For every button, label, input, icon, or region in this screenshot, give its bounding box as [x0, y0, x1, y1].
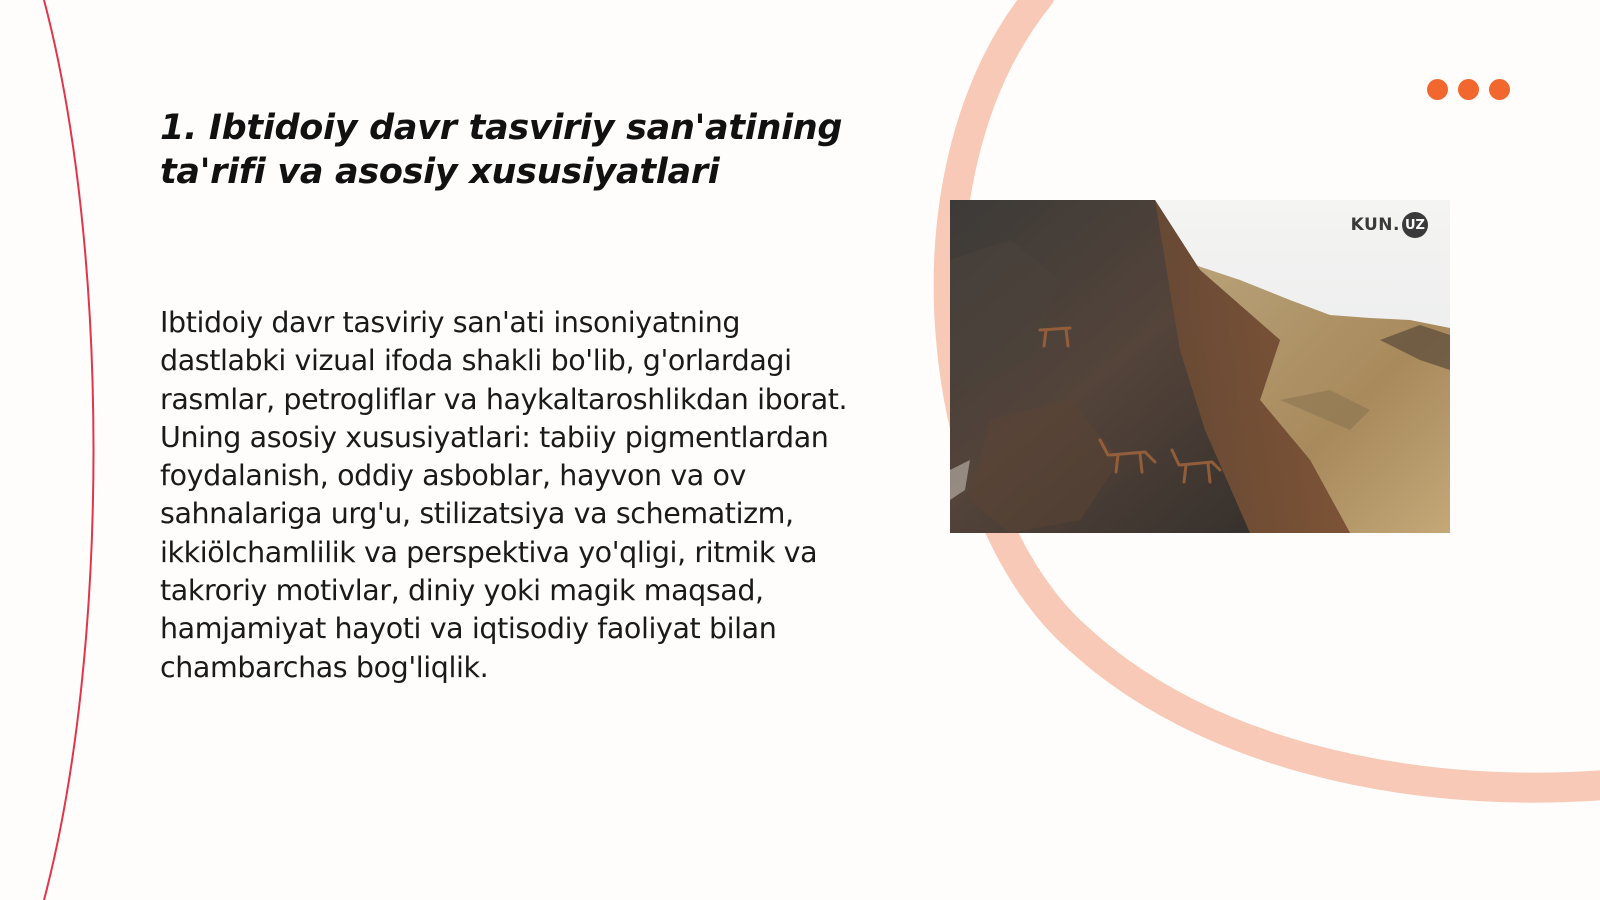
- slide-title: 1. Ibtidoiy davr tasviriy san'atining ta'rifi va asosiy xususiyatlari: [160, 108, 843, 192]
- petroglyph-illustration: [950, 200, 1450, 533]
- dot: [1427, 79, 1448, 100]
- more-dots-icon: [1427, 79, 1510, 100]
- slide-body-text: Ibtidoiy davr tasviriy san'ati insoniyatning dastlabki vizual ifoda shakli bo'lib, g'orlardagi rasmlar, petrogliflar va haykaltaroshlikdan iborat. Uning asosiy xususiyatlari: tabiiy pigmentlardan foydalanish, oddiy asboblar, hayvon va ov sahnalariga urg'u, stilizatsiya va schematizm, ikkiölchamlilik va perspektiva yo'qligi, ritmik va takroriy motivlar, diniy yoki magik maqsad, hamjamiyat hayoti va iqtisodiy faoliyat bilan chambarchas bog'liqlik.: [160, 306, 848, 684]
- dot: [1458, 79, 1479, 100]
- dot: [1489, 79, 1510, 100]
- left-curve-line: [44, 0, 94, 900]
- watermark-badge: UZ: [1402, 212, 1428, 238]
- watermark-text: KUN.: [1350, 215, 1400, 235]
- kun-uz-watermark: [1351, 212, 1428, 238]
- petroglyph-photo: [950, 200, 1450, 533]
